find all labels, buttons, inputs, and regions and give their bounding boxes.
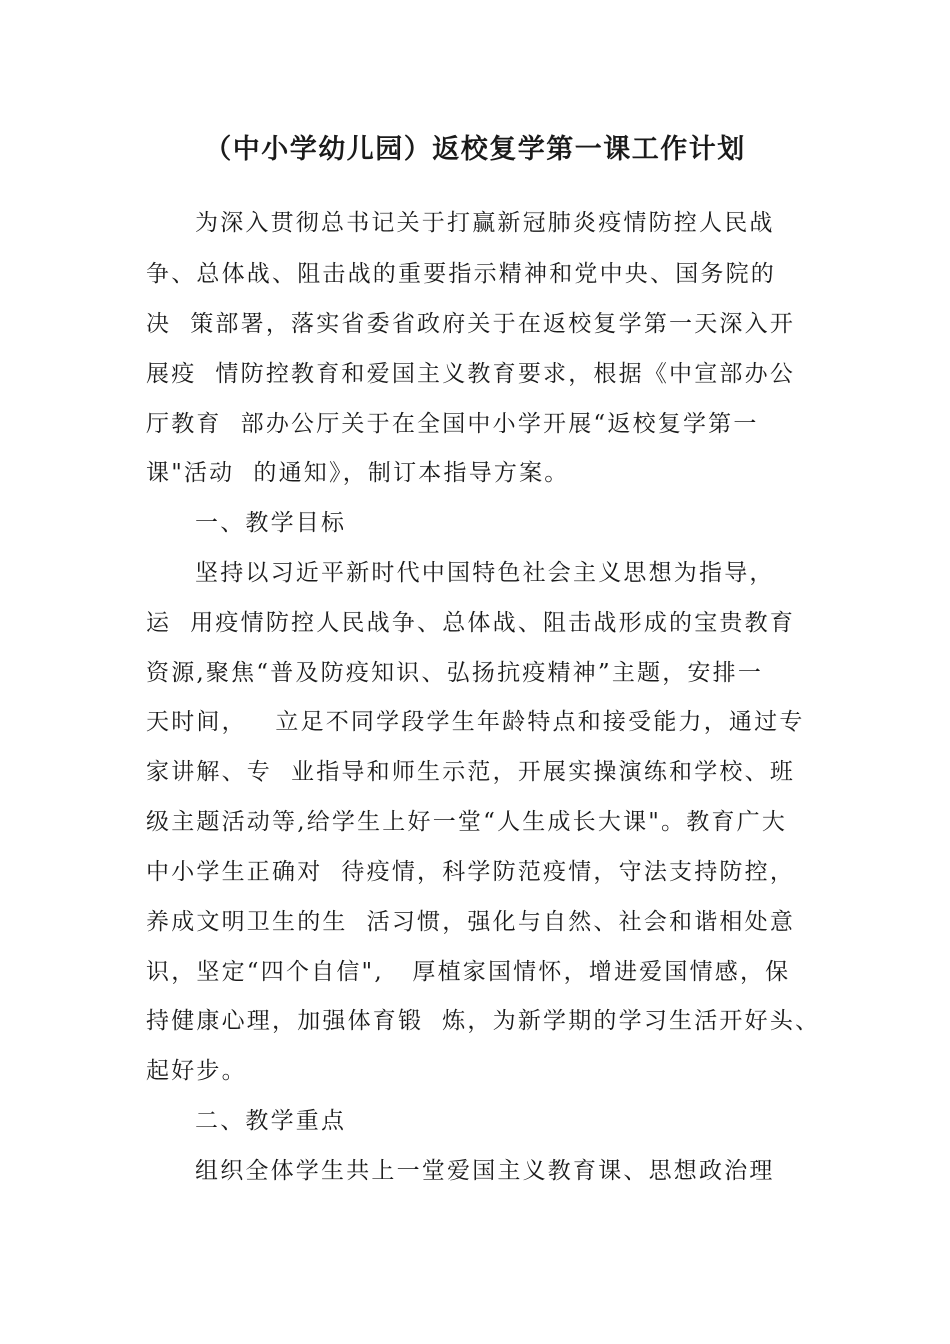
paragraph-line: 坚持以习近平新时代中国特色社会主义思想为指导，	[195, 560, 775, 586]
paragraph-line: 天时间， 立足不同学段学生年龄特点和接受能力，通过专	[146, 709, 805, 735]
paragraph-line: 级主题活动等,给学生上好一堂“人生成长大课"。教育广大	[146, 809, 788, 835]
paragraph-line: 养成文明卫生的生 活习惯，强化与自然、社会和谐相处意	[146, 909, 796, 935]
paragraph-line: 识，坚定“四个自信", 厚植家国情怀，增进爱国情感，保	[146, 959, 791, 985]
paragraph-line: 起好步。	[146, 1058, 247, 1084]
section-heading: 二、教学重点	[195, 1108, 347, 1134]
paragraph-line: 运 用疫情防控人民战争、总体战、阻击战形成的宝贵教育	[146, 610, 796, 636]
paragraph-line: 厅教育 部办公厅关于在全国中小学开展“返校复学第一	[146, 411, 759, 437]
paragraph-line: 资源,聚焦“普及防疫知识、弘扬抗疫精神”主题，安排一	[146, 660, 764, 686]
paragraph-line: 课"活动 的通知》，制订本指导方案。	[146, 460, 570, 486]
paragraph-line: 家讲解、专 业指导和师生示范，开展实操演练和学校、班	[146, 759, 796, 785]
paragraph-line: 决 策部署，落实省委省政府关于在返校复学第一天深入开	[146, 311, 796, 337]
paragraph-line: 争、总体战、阻击战的重要指示精神和党中央、国务院的	[146, 261, 776, 287]
paragraph-line: 中小学生正确对 待疫情，科学防范疫情，守法支持防控，	[146, 859, 796, 885]
section-heading: 一、教学目标	[195, 510, 347, 536]
document-title: （中小学幼儿园）返校复学第一课工作计划	[204, 134, 746, 165]
paragraph-line: 组织全体学生共上一堂爱国主义教育课、思想政治理	[195, 1158, 775, 1184]
paragraph-line: 为深入贯彻总书记关于打赢新冠肺炎疫情防控人民战	[195, 210, 775, 236]
paragraph-line: 持健康心理，加强体育锻 炼，为新学期的学习生活开好头、	[146, 1008, 821, 1034]
paragraph-line: 展疫 情防控教育和爱国主义教育要求，根据《中宣部办公	[146, 361, 796, 387]
